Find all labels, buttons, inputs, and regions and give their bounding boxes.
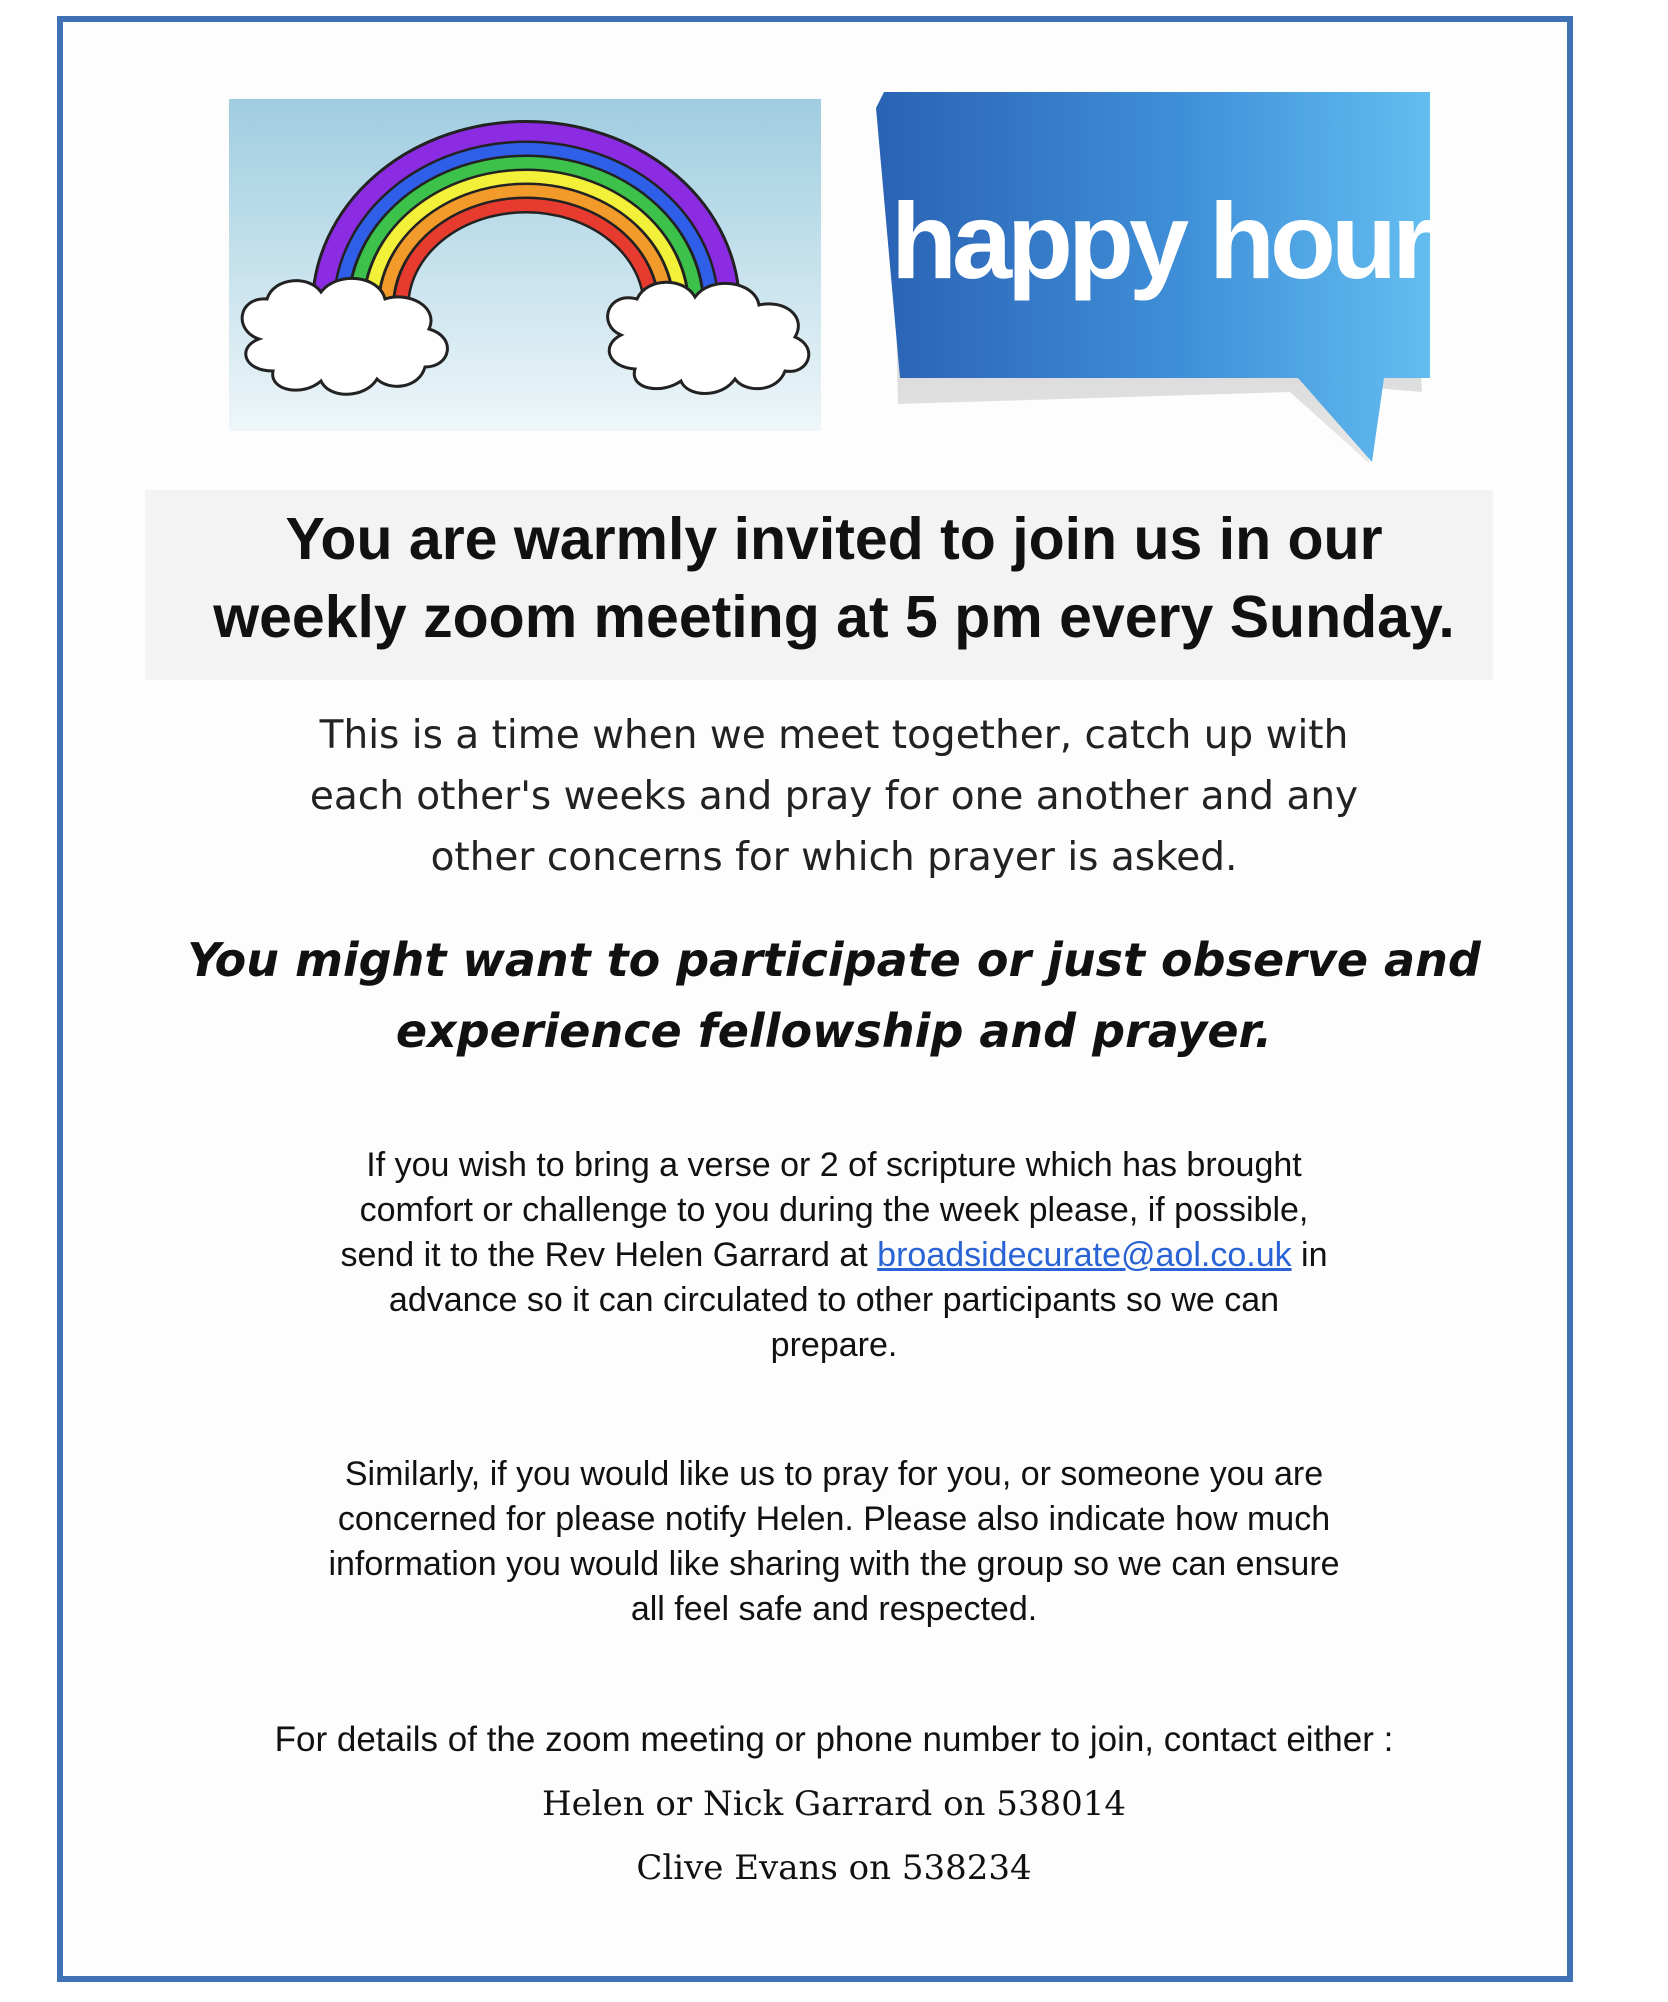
intro-line-2: each other's weeks and pray for one another and any — [309, 774, 1359, 819]
scripture-line-3-start: send it to the Rev Helen Garrard at — [340, 1236, 878, 1274]
contact-clive: Clive Evans on 538234 — [636, 1848, 1032, 1888]
prayer-line-2: concerned for please notify Helen. Please also indicate how much — [337, 1500, 1331, 1538]
happy-hour-bubble-image — [852, 92, 1434, 472]
prayer-paragraph — [200, 1452, 1468, 1632]
bubble-text: happy hour — [891, 180, 1429, 301]
scripture-line-1: If you wish to bring a verse or 2 of scripture which has brought — [366, 1146, 1302, 1184]
scripture-line-2: comfort or challenge to you during the week please, if possible, — [359, 1191, 1309, 1229]
intro-line-3: other concerns for which prayer is asked. — [430, 835, 1238, 880]
prayer-line-4: all feel safe and respected. — [630, 1590, 1038, 1628]
scripture-line-5: prepare. — [770, 1326, 898, 1364]
contact-helen-nick: Helen or Nick Garrard on 538014 — [541, 1784, 1127, 1824]
scripture-line-3-end: in — [1291, 1236, 1328, 1274]
email-link[interactable]: broadsidecurate@aol.co.uk — [877, 1236, 1292, 1274]
intro-line-1: This is a time when we meet together, catch up with — [319, 713, 1349, 758]
highlight-paragraph — [160, 925, 1508, 1067]
scripture-paragraph — [200, 1143, 1468, 1368]
intro-paragraph — [200, 705, 1468, 888]
highlight-line-1: You might want to participate or just observe and — [187, 933, 1481, 987]
rainbow-image — [229, 99, 821, 431]
contact-intro: For details of the zoom meeting or phone number to join, contact either : — [274, 1720, 1394, 1759]
prayer-line-1: Similarly, if you would like us to pray for you, or someone you are — [344, 1455, 1324, 1493]
headline-line-1: You are warmly invited to join us in our — [285, 506, 1383, 572]
highlight-line-2: experience fellowship and prayer. — [395, 1004, 1273, 1058]
headline — [100, 500, 1568, 656]
scripture-line-4: advance so it can circulated to other participants so we can — [388, 1281, 1280, 1319]
prayer-line-3: information you would like sharing with the group so we can ensure — [328, 1545, 1340, 1583]
headline-line-2: weekly zoom meeting at 5 pm every Sunday. — [213, 584, 1455, 650]
